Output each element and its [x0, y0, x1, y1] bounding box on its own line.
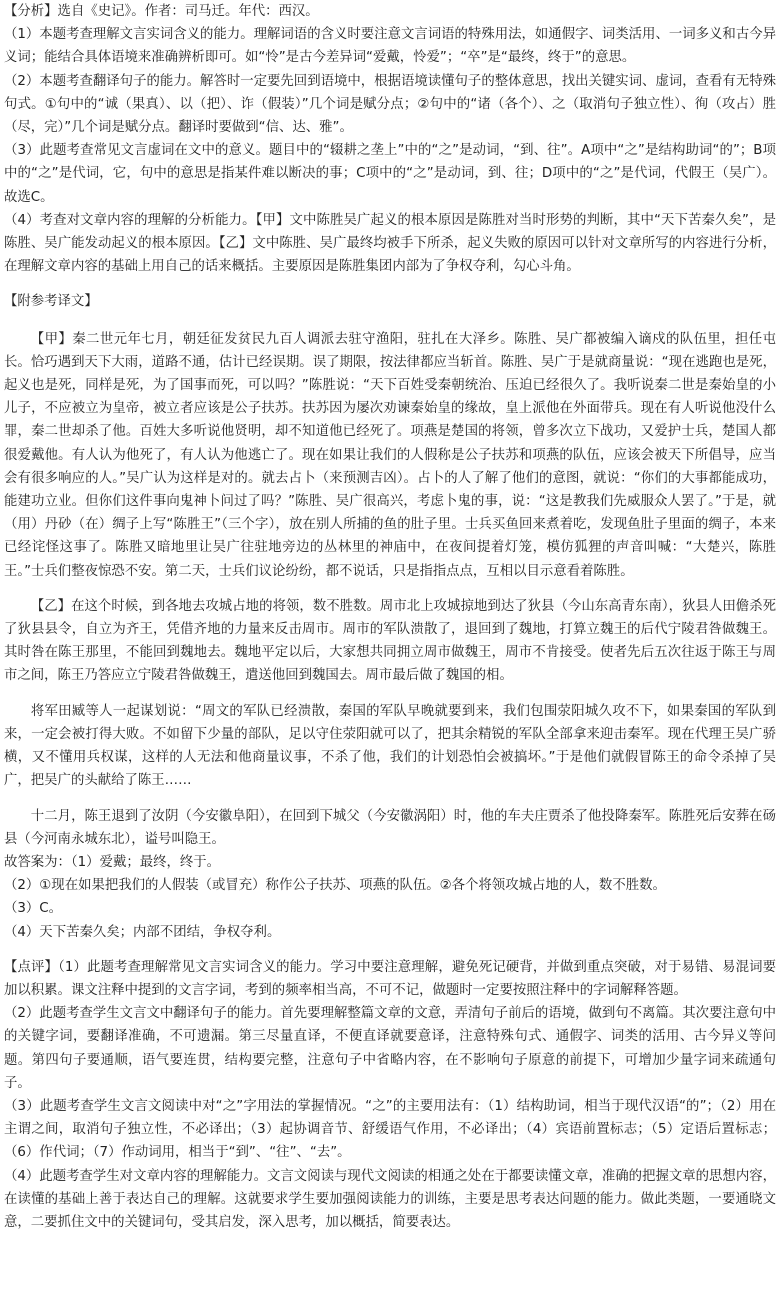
analysis-intro: 【分析】选自《史记》。作者：司马迁。年代：西汉。: [4, 4, 319, 19]
translation-paragraph-4: 十二月，陈王退到了汝阴（今安徽阜阳），在回到下城父（今安徽涡阳）时，他的车夫庄贾杀了他投降秦军。陈胜死后安葬在砀县（今河南永城东北），谥号叫隐王。: [4, 808, 776, 847]
comment-point-3: （3）此题考查学生文言文阅读中对“之”字用法的掌握情况。“之”的主要用法有：（1）结构助词，相当于现代汉语“的”；（2）用在主谓之间，取消句子独立性，不必译出；（3）起协调音节、舒缓语气作用，不必译出；（4）宾语前置标志；（5）定语后置标志；（6）作代词；（7）作动词用，相当于“到”、“往”、“去”。: [4, 1098, 776, 1161]
answer-3: （3）C。: [4, 901, 63, 917]
analysis-point-1: （1）本题考查理解文言实词含义的能力。理解词语的含义时要注意文言词语的特殊用法，如通假字、词类活用、一词多义和古今异义词；能结合具体语境来准确辨析即可。如“怜”是古今差异词“爱戴，怜爱”；“卒”是“最终，终于”的意思。: [4, 27, 776, 66]
spacer: [0, 314, 780, 328]
comment-point-1: 【点评】（1）此题考查理解常见文言实词含义的能力。学习中要注意理解，避免死记硬背，并做到重点突破，对于易错、易混词要加以积累。课文注释中提到的文言字词，考到的频率相当高，不可不记，做题时一定要按照注释中的字词解释答题。: [4, 959, 776, 998]
answer-2: （2）①现在如果把我们的人假装（或冒充）称作公子扶苏、项燕的队伍。②各个将领攻城占地的人，数不胜数。: [4, 878, 666, 894]
translation-paragraph-3: 将军田臧等人一起谋划说：“周文的军队已经溃散，秦国的军队早晚就要到来，我们包围荥阳城久攻不下，如果秦国的军队到来，一定会被打得大败。不如留下少量的部队，足以守住荥阳就可以了，把其余精锐的军队全部拿来迎击秦军。现在代理王吴广骄横，又不懂用兵权谋，这样的人无法和他商量议事，不杀了他，我们的计划恐怕会被搞坏。”于是他们就假冒陈王的命令杀掉了吴广，把吴广的头献给了陈王……: [4, 703, 776, 789]
answers-intro: 故答案为：（1）爱戴；最终，终于。: [4, 854, 221, 870]
spacer: [0, 583, 780, 595]
translation-jia: 【甲】秦二世元年七月，朝廷征发贫民九百人调派去驻守渔阳，驻扎在大泽乡。陈胜、吴广都被编入谪戍的队伍里，担任屯长。恰巧遇到天下大雨，道路不通，估计已经误期。误了期限，按法律都应当斩首。陈胜、吴广于是就商量说：“现在逃跑也是死，起义也是死，同样是死，为了国事而死，可以吗？”陈胜说：“天下百姓受秦朝统治、压迫已经很久了。我听说秦二世是秦始皇的小儿子，不应被立为皇帝，被立者应该是公子扶苏。扶苏因为屡次劝谏秦始皇的缘故，皇上派他在外面带兵。现在有人听说他没什么罪，秦二世却杀了他。百姓大多听说他贤明，却不知道他已经死了。项燕是楚国的将领，曾多次立下战功，又爱护士兵，楚国人都很爱戴他。有人认为他死了，有人认为他逃亡了。现在如果让我们的人假称是公子扶苏和项燕的队伍，应该会被天下所倡导，应当会有很多响应的人。”吴广认为这样是对的。就去占卜（来预测吉凶）。占卜的人了解了他们的意图，就说：“你们的大事都能成功，能建功立业。但你们这件事向鬼神卜问过了吗？”陈胜、吴广很高兴，考虑卜鬼的事，说：“这是教我们先威服众人罢了。”于是，就（用）丹砂（在）绸子上写“陈胜王”（三个字），放在别人所捕的鱼的肚子里。士兵买鱼回来煮着吃，发现鱼肚子里面的绸子，本来已经诧怪这事了。陈胜又暗地里让吴广往驻地旁边的丛林里的神庙中，在夜间提着灯笼，模仿狐狸的声音叫喊：“大楚兴，陈胜王。”士兵们整夜惊恐不安。第二天，士兵们议论纷纷，都不说话，只是指指点点，互相以目示意看着陈胜。: [4, 331, 776, 579]
spacer: [0, 278, 780, 290]
answer-4: （4）天下苦秦久矣；内部不团结，争权夺利。: [4, 924, 281, 940]
spacer: [0, 688, 780, 700]
translation-yi: 【乙】在这个时候，到各地去攻城占地的将领，数不胜数。周市北上攻城掠地到达了狄县（今山东高青东南），狄县人田儋杀死了狄县县令，自立为齐王，凭借齐地的力量来反击周市。周市的军队溃散了，退回到了魏地，打算立魏王的后代宁陵君咎做魏王。其时咎在陈王那里，不能回到魏地去。魏地平定以后，大家想共同拥立周市做魏王，周市不肯接受。使者先后五次往返于陈王与周市之间，陈王乃答应立宁陵君咎做魏王，遣送他回到魏国去。周市最后做了魏国的相。: [4, 598, 776, 684]
comment-point-2: （2）此题考查学生文言文中翻译句子的能力。首先要理解整篇文章的文意，弄清句子前后的语境，做到句不离篇。其次要注意句中的关键字词，要翻译准确，不可遗漏。第三尽量直译，不便直译就要意译，注意特殊句式、通假字、词类的活用、古今异义等问题。第四句子要通顺，语气要连贯，结构要完整，注意句子中省略内容，在不影响句子原意的前提下，可增加少量字词来疏通句子。: [4, 1006, 776, 1091]
spacer: [0, 793, 780, 805]
spacer: [0, 944, 780, 956]
analysis-point-3: （3）此题考查常见文言虚词在文中的意义。题目中的“辍耕之垄上”中的“之”是动词，“到、往”。A项中“之”是结构助词“的”；B项中的“之”是代词，它，句中的意思是指某件难以断决的事；C项中的“之”是动词，到、往；D项中的“之”是代词，代假王（吴广）。故选C。: [4, 143, 776, 205]
translation-heading: 【附参考译文】: [4, 294, 98, 310]
analysis-point-2: （2）本题考查翻译句子的能力。解答时一定要先回到语境中，根据语境读懂句子的整体意思，找出关键实词、虚词，查看有无特殊句式。①句中的“诚（果真）、以（把）、诈（假装）”几个词是赋分点；②句中的“诸（各个）、之（取消句子独立性）、徇（攻占）胜（尽，完）”几个词是赋分点。翻译时要做到“信、达、雅”。: [4, 73, 776, 136]
analysis-point-4: （4）考查对文章内容的理解的分析能力。【甲】文中陈胜吴广起义的根本原因是陈胜对当时形势的判断，其中“天下苦秦久矣”，是陈胜、吴广能发动起义的根本原因。【乙】文中陈胜、吴广最终均被手下所杀，起义失败的原因可以针对文章所写的内容进行分析，在理解文章内容的基础上用自己的话来概括。主要原因是陈胜集团内部为了争权夺利，勾心斗角。: [4, 212, 776, 275]
comment-point-4: （4）此题考查学生对文章内容的理解能力。文言文阅读与现代文阅读的相通之处在于都要读懂文章，准确的把握文章的思想内容，在读懂的基础上善于表达自己的理解。这就要求学生要加强阅读能力的训练，主要是思考表达问题的能力。做此类题，一要通晓文意，二要抓住文中的关键词句，受其启发，深入思考，加以概括，简要表达。: [4, 1168, 776, 1230]
